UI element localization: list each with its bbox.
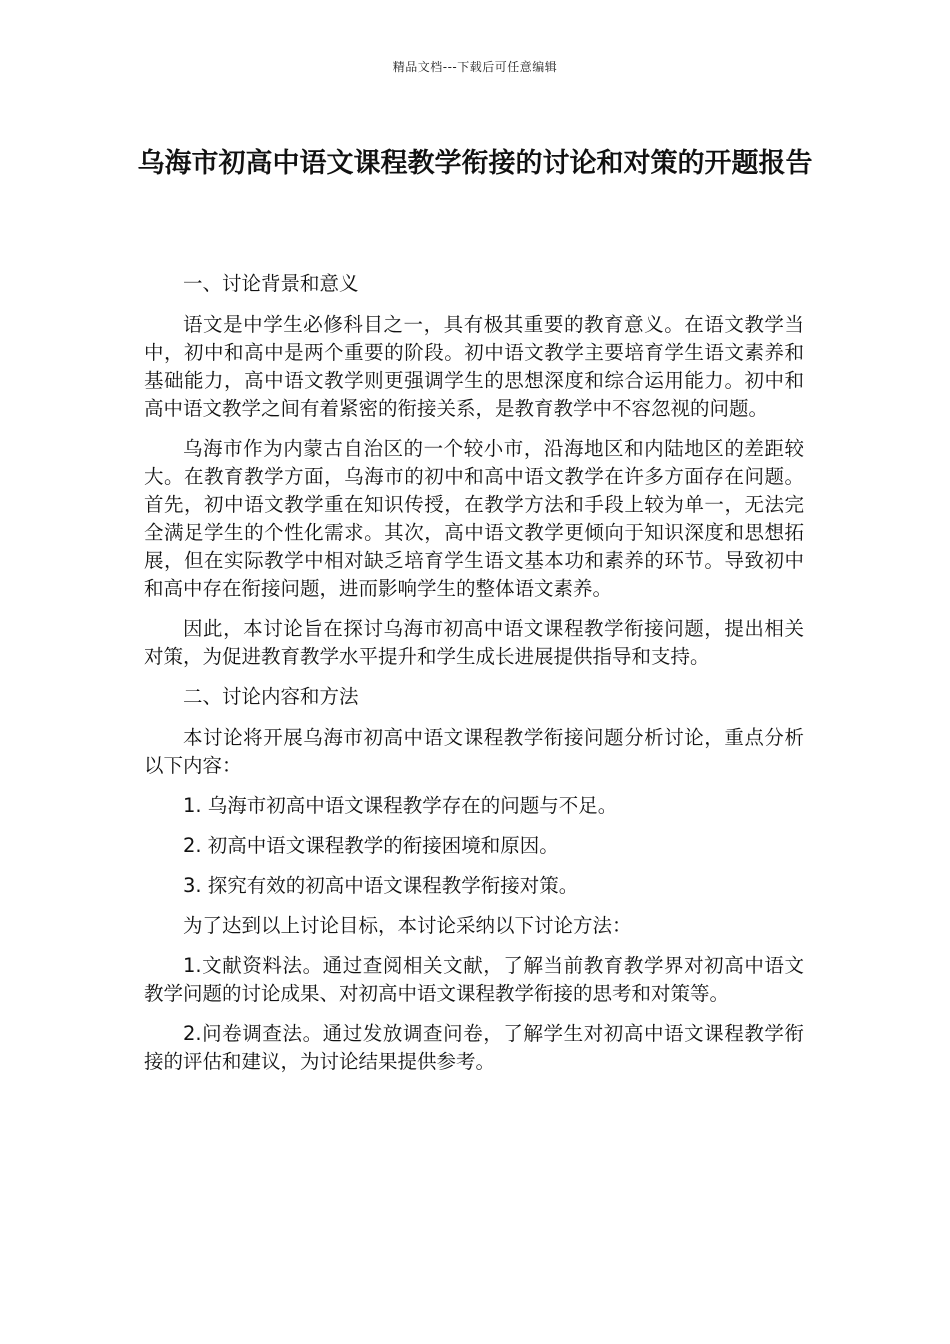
paragraph: 因此，本讨论旨在探讨乌海市初高中语文课程教学衔接问题，提出相关对策，为促进教育教学水平提升和学生成长进展提供指导和支持。: [144, 617, 804, 668]
list-item: 1. 乌海市初高中语文课程教学存在的问题与不足。: [183, 794, 618, 817]
document-title: 乌海市初高中语文课程教学衔接的讨论和对策的开题报告: [137, 148, 813, 179]
section-heading: 一、讨论背景和意义: [183, 272, 359, 295]
method-item: 1.文献资料法。通过查阅相关文献，了解当前教育教学界对初高中语文教学问题的讨论成果、对初高中语文课程教学衔接的思考和对策等。: [144, 954, 804, 1005]
paragraph: 乌海市作为内蒙古自治区的一个较小市，沿海地区和内陆地区的差距较大。在教育教学方面，乌海市的初中和高中语文教学在许多方面存在问题。首先，初中语文教学重在知识传授，在教学方法和手段上较为单一，无法完全满足学生的个性化需求。其次，高中语文教学更倾向于知识深度和思想拓展，但在实际教学中相对缺乏培育学生语文基本功和素养的环节。导致初中和高中存在衔接问题，进而影响学生的整体语文素养。: [144, 437, 804, 600]
page-header-note: 精品文档---下载后可任意编辑: [392, 60, 558, 74]
document-body: [144, 270, 804, 1088]
method-item: 2.问卷调查法。通过发放调查问卷，了解学生对初高中语文课程教学衔接的评估和建议，为讨论结果提供参考。: [144, 1022, 804, 1073]
paragraph: 本讨论将开展乌海市初高中语文课程教学衔接问题分析讨论，重点分析以下内容：: [144, 726, 804, 777]
paragraph: 语文是中学生必修科目之一，具有极其重要的教育意义。在语文教学当中，初中和高中是两个重要的阶段。初中语文教学主要培育学生语文素养和基础能力，高中语文教学则更强调学生的思想深度和综合运用能力。初中和高中语文教学之间有着紧密的衔接关系，是教育教学中不容忽视的问题。: [144, 313, 804, 420]
list-item: 2. 初高中语文课程教学的衔接困境和原因。: [183, 834, 559, 857]
section-heading: 二、讨论内容和方法: [183, 685, 359, 708]
paragraph: 为了达到以上讨论目标，本讨论采纳以下讨论方法：: [183, 914, 632, 937]
list-item: 3. 探究有效的初高中语文课程教学衔接对策。: [183, 874, 579, 897]
